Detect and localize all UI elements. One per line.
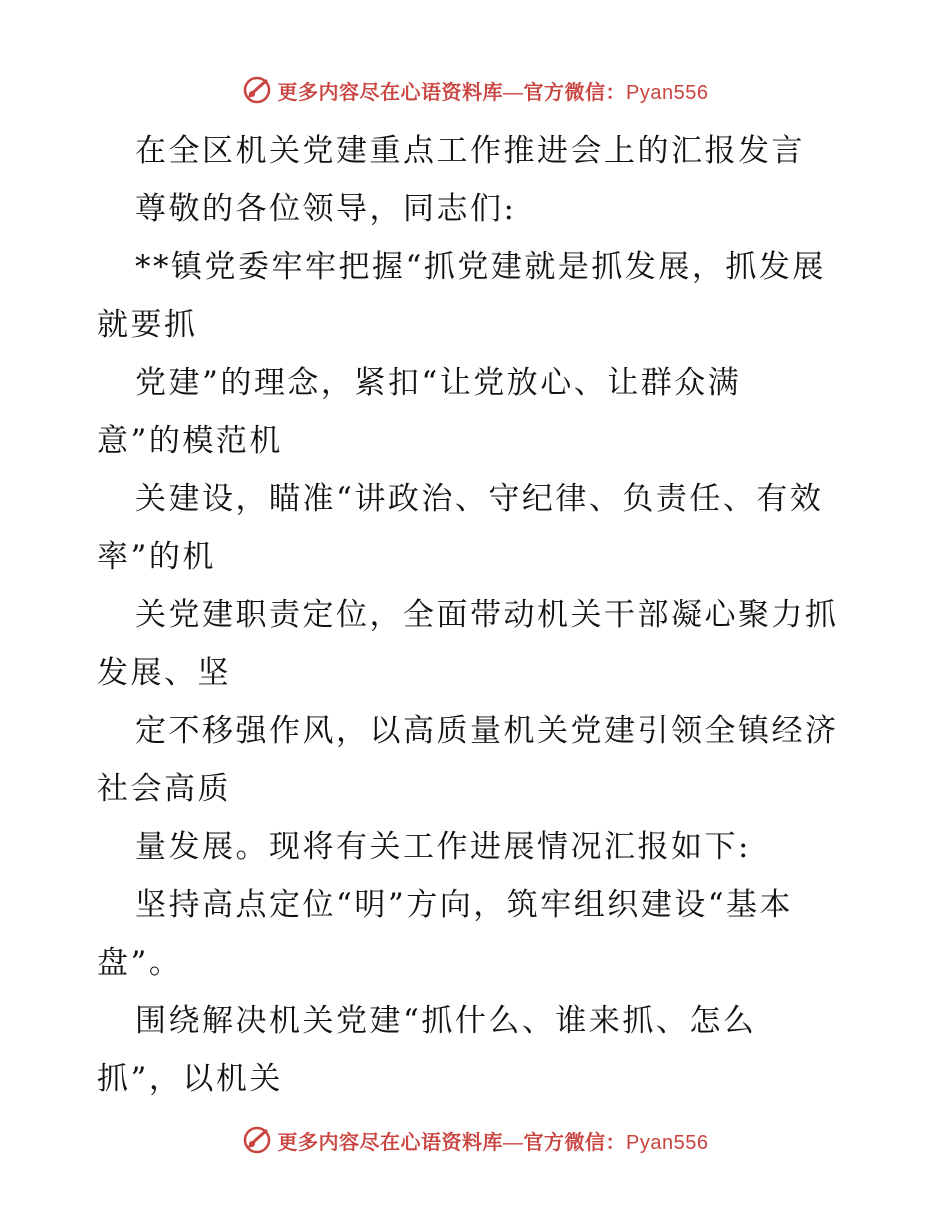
text-line: 就要抓 xyxy=(97,307,198,343)
text-line: 围绕解决机关党建“抓什么、谁来抓、怎么 xyxy=(135,1003,757,1039)
text-line: 量发展。现将有关工作进展情况汇报如下: xyxy=(135,829,751,865)
watermark-brand: 更多内容尽在心语资料库 xyxy=(277,1129,504,1154)
watermark-dash: — xyxy=(503,1131,524,1154)
text-line: **镇党委牢牢把握“抓党建就是抓发展，抓发展 xyxy=(135,249,826,285)
text-line: 社会高质 xyxy=(97,771,231,807)
watermark-wechat-id: Pyan556 xyxy=(626,81,709,104)
watermark-official-label: 官方微信： xyxy=(523,79,627,104)
text-line: 率”的机 xyxy=(97,539,216,575)
document-title: 在全区机关党建重点工作推进会上的汇报发言 xyxy=(135,133,805,169)
text-line: 定不移强作风，以高质量机关党建引领全镇经济 xyxy=(135,713,839,749)
brush-pen-logo-icon xyxy=(242,1125,272,1155)
text-line: 坚持高点定位“明”方向，筑牢组织建设“基本 xyxy=(135,887,794,923)
document-body xyxy=(0,122,950,1108)
watermark-dash: — xyxy=(503,81,524,104)
text-line: 盘”。 xyxy=(97,945,183,981)
text-line: 关党建职责定位，全面带动机关干部凝心聚力抓 xyxy=(135,597,839,633)
watermark-text xyxy=(278,1126,709,1155)
watermark-text xyxy=(278,76,709,105)
text-line: 党建”的理念，紧扣“让党放心、让群众满 xyxy=(135,365,742,401)
text-line: 意”的模范机 xyxy=(97,423,283,459)
header-watermark xyxy=(0,70,950,110)
footer-watermark xyxy=(0,1120,950,1160)
watermark-official-label: 官方微信： xyxy=(523,1129,627,1154)
brush-pen-logo-icon xyxy=(242,75,272,105)
watermark-wechat-id: Pyan556 xyxy=(626,1131,709,1154)
text-line: 关建设，瞄准“讲政治、守纪律、负责任、有效 xyxy=(135,481,824,517)
salutation: 尊敬的各位领导，同志们: xyxy=(135,191,517,227)
text-line: 发展、坚 xyxy=(97,655,231,691)
text-line: 抓”，以机关 xyxy=(97,1061,283,1097)
watermark-brand: 更多内容尽在心语资料库 xyxy=(277,79,504,104)
